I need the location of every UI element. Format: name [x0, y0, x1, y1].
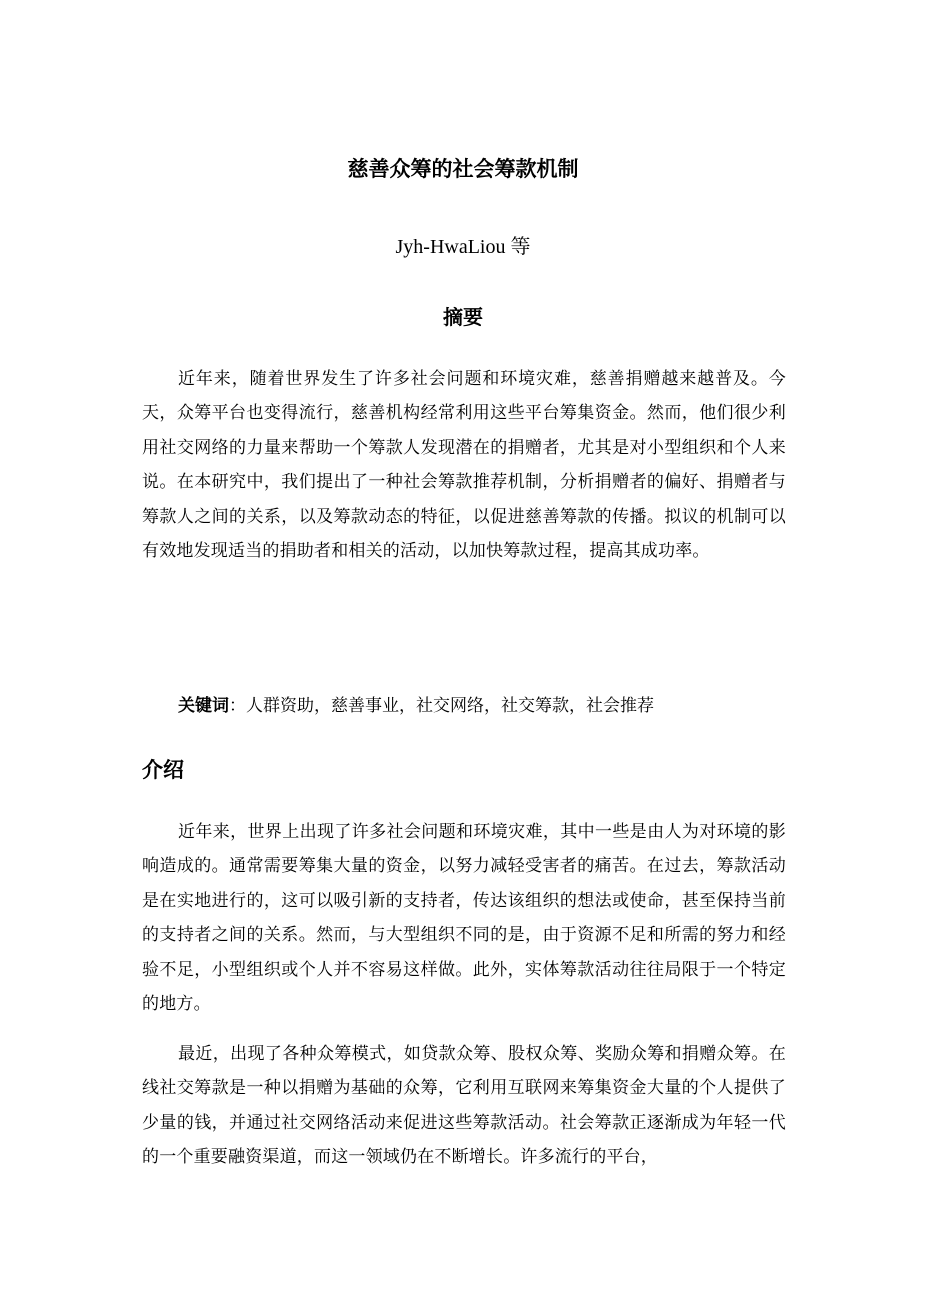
introduction-paragraph: 近年来，世界上出现了许多社会问题和环境灾难，其中一些是由人为对环境的影响造成的。通常需要筹集大量的资金，以努力减轻受害者的痛苦。在过去，筹款活动是在实地进行的，这可以吸引新的支持者，传达该组织的想法或使命，甚至保持当前的支持者之间的关系。然而，与大型组织不同的是，由于资源不足和所需的努力和经验不足，小型组织或个人并不容易这样做。此外，实体筹款活动往往局限于一个特定的地方。: [142, 822, 786, 1015]
abstract-heading: 摘要: [443, 305, 483, 329]
keywords-separator: ：: [229, 696, 246, 716]
abstract-body: 近年来，随着世界发生了许多社会问题和环境灾难，慈善捐赠越来越普及。今天，众筹平台也变得流行，慈善机构经常利用这些平台筹集资金。然而，他们很少利用社交网络的力量来帮助一个筹款人发现潜在的捐赠者，尤其是对小型组织和个人来说。在本研究中，我们提出了一种社会筹款推荐机制，分析捐赠者的偏好、捐赠者与筹款人之间的关系，以及筹款动态的特征，以促进慈善筹款的传播。拟议的机制可以有效地发现适当的捐助者和相关的活动，以加快筹款过程，提高其成功率。: [142, 369, 786, 562]
keywords-line: [178, 690, 654, 722]
paper-title: 慈善众筹的社会筹款机制: [347, 156, 579, 181]
keywords-text: 人群资助，慈善事业，社交网络，社交筹款，社会推荐: [246, 696, 654, 716]
paper-author: Jyh-HwaLiou 等: [395, 236, 531, 258]
keywords-label: 关键词: [178, 696, 229, 716]
introduction-heading: 介绍: [142, 757, 184, 782]
introduction-paragraph: 最近，出现了各种众筹模式，如贷款众筹、股权众筹、奖励众筹和捐赠众筹。在线社交筹款是一种以捐赠为基础的众筹，它利用互联网来筹集资金大量的个人提供了少量的钱，并通过社交网络活动来促进这些筹款活动。社会筹款正逐渐成为年轻一代的一个重要融资渠道，而这一领域仍在不断增长。许多流行的平台，: [142, 1044, 786, 1168]
